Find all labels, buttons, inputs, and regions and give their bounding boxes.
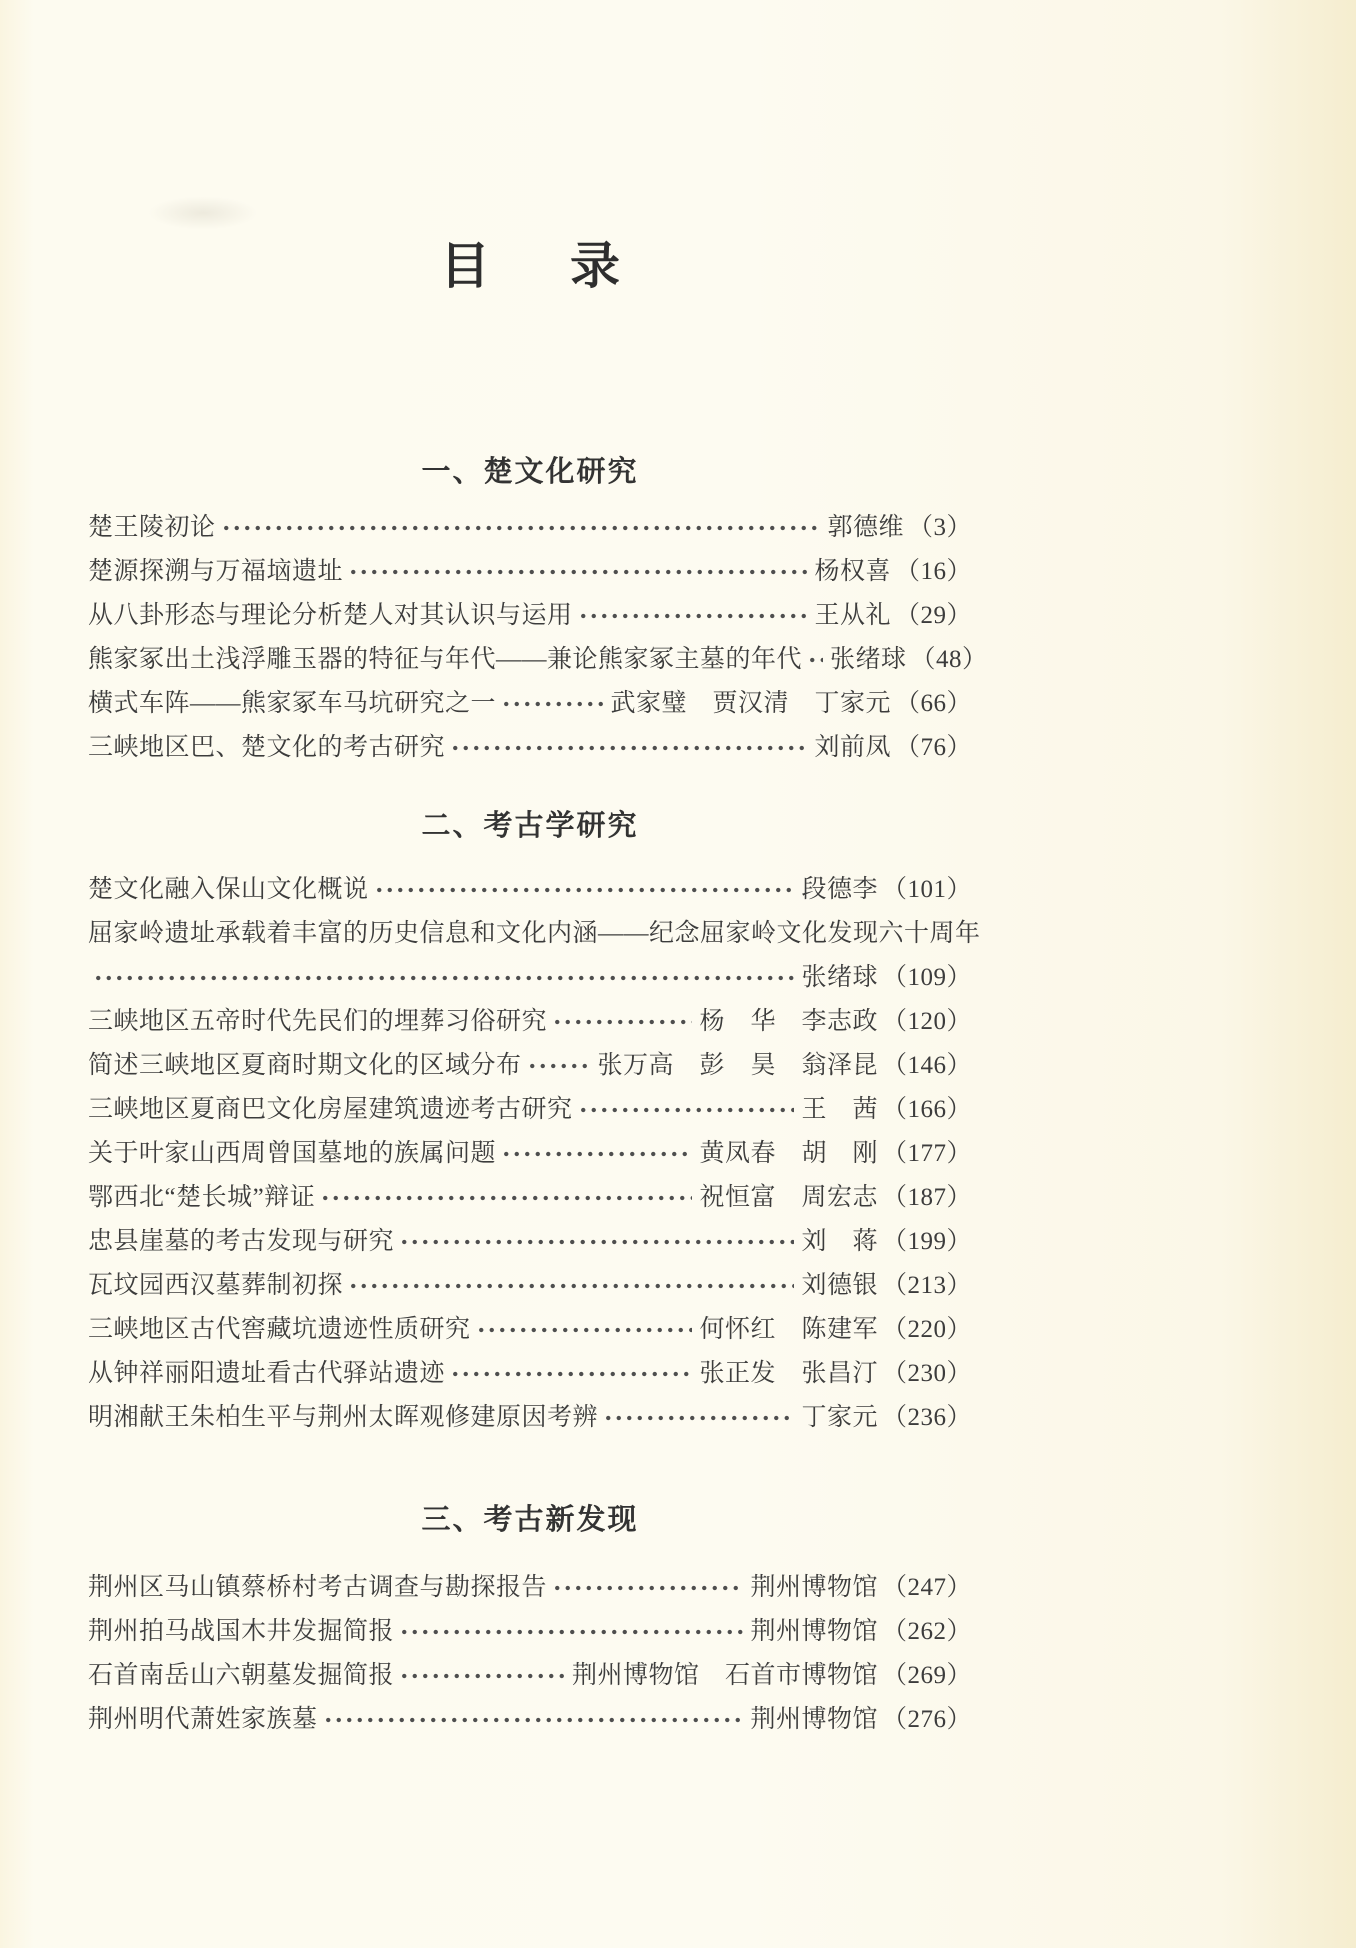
entry-authors: 黄凤春 胡 刚 <box>699 1140 878 1167</box>
entry-authors: 丁家元 <box>801 1404 878 1431</box>
toc-entry <box>88 868 972 912</box>
entry-page-number: （66） <box>894 690 972 717</box>
toc-entry <box>88 682 972 726</box>
dotted-leader <box>348 1280 794 1292</box>
toc-entry <box>88 1176 972 1220</box>
entry-title: 忠县崖墓的考古发现与研究 <box>88 1228 395 1255</box>
entry-authors: 何怀红 陈建军 <box>699 1316 878 1343</box>
toc-entry <box>88 1220 972 1264</box>
toc-entry <box>88 1044 972 1088</box>
dotted-leader <box>501 698 603 710</box>
section-heading: 一、楚文化研究 <box>421 456 639 488</box>
entry-page-number: （177） <box>881 1140 972 1167</box>
section-heading: 二、考古学研究 <box>421 810 639 842</box>
entry-page-number: （16） <box>894 558 972 585</box>
toc-entry <box>88 638 988 682</box>
entry-title: 关于叶家山西周曾国墓地的族属问题 <box>88 1140 497 1167</box>
entry-authors: 祝恒富 周宏志 <box>699 1184 878 1211</box>
section-chu-culture-research <box>88 452 988 770</box>
toc-entry <box>88 1698 972 1742</box>
entry-authors: 郭德维 <box>827 514 904 541</box>
entry-title: 三峡地区古代窖藏坑遗迹性质研究 <box>88 1316 471 1343</box>
dotted-leader <box>399 1236 794 1248</box>
dotted-leader <box>450 1368 692 1380</box>
entry-page-number: （262） <box>881 1618 972 1645</box>
toc-entry <box>88 1308 972 1352</box>
entry-authors: 刘德银 <box>801 1272 878 1299</box>
entry-authors: 刘前凤 <box>814 734 891 761</box>
entry-page-number: （120） <box>881 1008 972 1035</box>
entry-title: 楚王陵初论 <box>88 514 216 541</box>
entry-title: 从钟祥丽阳遗址看古代驿站遗迹 <box>88 1360 446 1387</box>
dotted-leader <box>807 654 823 666</box>
entry-authors: 张正发 张昌汀 <box>699 1360 878 1387</box>
entries-list <box>88 868 981 1440</box>
section-archaeology-research <box>88 806 981 1440</box>
entry-title: 熊家冢出土浅浮雕玉器的特征与年代——兼论熊家冢主墓的年代 <box>88 646 803 673</box>
entry-page-number: （213） <box>881 1272 972 1299</box>
dotted-leader <box>476 1324 693 1336</box>
entry-page-number: （230） <box>881 1360 972 1387</box>
entry-page-number: （199） <box>881 1228 972 1255</box>
dotted-leader <box>221 522 821 534</box>
entry-authors: 刘 蒋 <box>801 1228 878 1255</box>
entry-title: 屈家岭遗址承载着丰富的历史信息和文化内涵——纪念屈家岭文化发现六十周年 <box>88 920 981 947</box>
toc-entry <box>88 506 972 550</box>
dotted-leader <box>399 1670 565 1682</box>
entry-page-number: （101） <box>881 876 972 903</box>
entry-authors: 武家璧 贾汉清 丁家元 <box>610 690 891 717</box>
toc-entry <box>88 550 972 594</box>
toc-entry <box>88 912 981 956</box>
entry-title: 三峡地区巴、楚文化的考古研究 <box>88 734 446 761</box>
dotted-leader <box>399 1626 743 1638</box>
entry-authors: 杨权喜 <box>814 558 891 585</box>
toc-entry-continuation <box>88 956 972 1000</box>
toc-entry <box>88 726 972 770</box>
entry-title: 荆州明代萧姓家族墓 <box>88 1706 318 1733</box>
toc-entry <box>88 594 972 638</box>
entry-page-number: （247） <box>881 1574 972 1601</box>
dotted-leader <box>603 1412 794 1424</box>
section-heading: 三、考古新发现 <box>421 1504 639 1536</box>
entry-page-number: （220） <box>881 1316 972 1343</box>
entry-page-number: （48） <box>910 646 988 673</box>
entry-page-number: （146） <box>881 1052 972 1079</box>
entry-authors: 张绪球 <box>801 964 878 991</box>
dotted-leader <box>323 1714 744 1726</box>
entry-authors: 段德李 <box>801 876 878 903</box>
dotted-leader <box>374 884 795 896</box>
entry-authors: 王从礼 <box>814 602 891 629</box>
entry-authors: 荆州博物馆 <box>750 1574 878 1601</box>
entry-title: 荆州区马山镇蔡桥村考古调查与勘探报告 <box>88 1574 548 1601</box>
toc-entry <box>88 1396 972 1440</box>
toc-entry <box>88 1654 972 1698</box>
dotted-leader <box>578 1104 795 1116</box>
dotted-leader <box>93 972 794 984</box>
dotted-leader <box>501 1148 692 1160</box>
entry-authors: 杨 华 李志政 <box>699 1008 878 1035</box>
toc-entry <box>88 1264 972 1308</box>
entry-page-number: （269） <box>881 1662 972 1689</box>
entries-list <box>88 1566 972 1742</box>
entry-title: 横式车阵——熊家冢车马坑研究之一 <box>88 690 497 717</box>
entry-authors: 王 茜 <box>801 1096 878 1123</box>
entry-authors: 荆州博物馆 <box>750 1706 878 1733</box>
toc-content <box>88 0 988 1742</box>
entry-title: 简述三峡地区夏商时期文化的区域分布 <box>88 1052 522 1079</box>
entry-title: 瓦坟园西汉墓葬制初探 <box>88 1272 344 1299</box>
entry-authors: 荆州博物馆 石首市博物馆 <box>571 1662 878 1689</box>
toc-entry <box>88 1610 972 1654</box>
entries-list <box>88 506 988 770</box>
entry-title: 明湘献王朱柏生平与荆州太晖观修建原因考辨 <box>88 1404 599 1431</box>
dotted-leader <box>552 1016 692 1028</box>
section-new-discoveries <box>88 1500 972 1742</box>
toc-entry <box>88 1000 972 1044</box>
entry-page-number: （187） <box>881 1184 972 1211</box>
entry-authors: 荆州博物馆 <box>750 1618 878 1645</box>
toc-entry <box>88 1132 972 1176</box>
dotted-leader <box>578 610 808 622</box>
entry-page-number: （166） <box>881 1096 972 1123</box>
entry-page-number: （236） <box>881 1404 972 1431</box>
dotted-leader <box>320 1192 692 1204</box>
toc-entry <box>88 1566 972 1610</box>
entry-page-number: （3） <box>907 514 972 541</box>
dotted-leader <box>527 1060 591 1072</box>
entry-page-number: （76） <box>894 734 972 761</box>
entry-title: 荆州拍马战国木井发掘简报 <box>88 1618 395 1645</box>
entry-title: 楚文化融入保山文化概说 <box>88 876 369 903</box>
toc-entry <box>88 1352 972 1396</box>
entry-authors: 张万高 彭 昊 翁泽昆 <box>597 1052 878 1079</box>
entry-page-number: （276） <box>881 1706 972 1733</box>
entry-page-number: （29） <box>894 602 972 629</box>
entry-title: 三峡地区夏商巴文化房屋建筑遗迹考古研究 <box>88 1096 573 1123</box>
dotted-leader <box>450 742 807 754</box>
entry-title: 楚源探溯与万福垴遗址 <box>88 558 344 585</box>
entry-title: 石首南岳山六朝墓发掘简报 <box>88 1662 395 1689</box>
page-title: 目 录 <box>440 238 635 294</box>
entry-page-number: （109） <box>881 964 972 991</box>
toc-entry <box>88 1088 972 1132</box>
entry-title: 鄂西北“楚长城”辩证 <box>88 1184 316 1211</box>
dotted-leader <box>552 1582 743 1594</box>
entry-title: 三峡地区五帝时代先民们的埋葬习俗研究 <box>88 1008 548 1035</box>
entry-title: 从八卦形态与理论分析楚人对其认识与运用 <box>88 602 573 629</box>
entry-authors: 张绪球 <box>830 646 907 673</box>
dotted-leader <box>348 566 807 578</box>
